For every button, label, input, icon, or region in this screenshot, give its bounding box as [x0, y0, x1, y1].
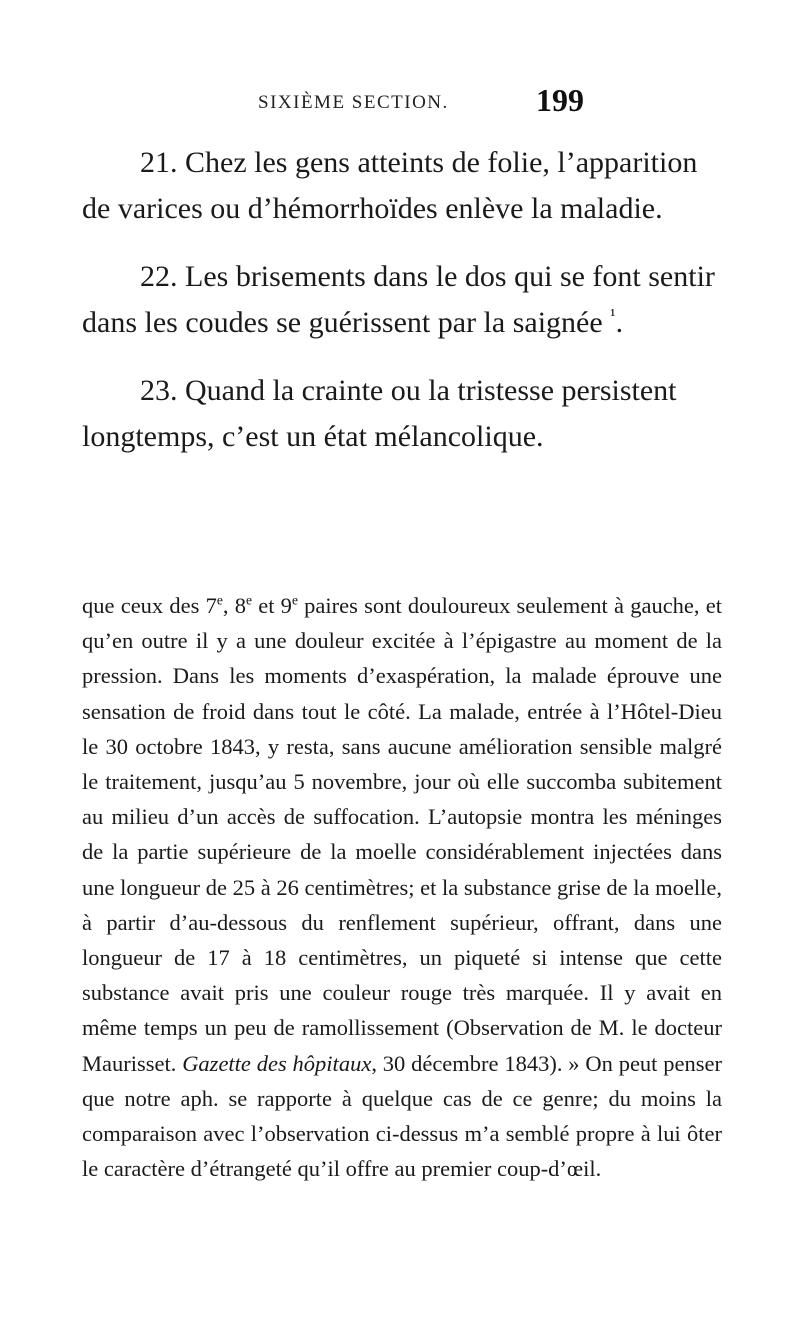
page-number: 199	[536, 82, 584, 118]
aphorism-text: Chez les gens atteints de folie, l’apparition de varices ou d’hémorrhoïdes enlève la maladie.	[82, 146, 698, 225]
footnote-part: , 8	[222, 593, 246, 618]
footnote-marker: ¹	[610, 305, 616, 325]
ordinal-sup: e	[291, 592, 298, 608]
ordinal-sup: e	[246, 592, 252, 608]
aphorism-number: 23.	[140, 374, 178, 407]
aphorism-list	[82, 140, 718, 482]
running-head	[0, 84, 800, 120]
aphorism-end: .	[615, 306, 624, 339]
aphorism-text: Quand la crainte ou la tristesse persistent longtemps, c’est un état mélancolique.	[82, 374, 677, 453]
aphorism-number: 21.	[140, 146, 178, 179]
footnote-part: que ceux des 7	[82, 593, 217, 618]
aphorism-23	[82, 368, 718, 460]
journal-title: Gazette des hôpitaux	[182, 1050, 372, 1076]
footnote-part: et 9	[252, 593, 292, 618]
footnote-part: , 30 décembre 1843). » On peut penser que notre aph. se rapporte à quelque cas de ce genre; du moins la comparaison avec l’observation ci-dessus m’a semblé propre à lui ôter le caractère d’étrangeté qu’il offre au premier coup-d’œil.	[82, 1050, 722, 1182]
aphorism-21	[82, 140, 718, 232]
aphorism-number: 22.	[140, 260, 178, 293]
aphorism-text: Les brisements dans le dos qui se font sentir dans les coudes se guérissent par la saignée	[82, 260, 715, 339]
footnote-text	[82, 588, 722, 1186]
footnote-part: paires sont douloureux seulement à gauche, et qu’en outre il y a une douleur excitée à l’épigastre au moment de la pression. Dans les moments d’exaspération, la malade éprouve une sensation de froid dans tout le côté. La malade, entrée à l’Hôtel-Dieu le 30 octobre 1843, y resta, sans aucune amélioration sensible malgré le traitement, jusqu’au 5 novembre, jour où elle succomba subitement au milieu d’un accès de suffocation. L’autopsie montra les méninges de la partie supérieure de la moelle considérablement injectées dans une longueur de 25 à 26 centimètres; et la substance grise de la moelle, à partir d’au-dessous du renflement supérieur, offrant, dans une longueur de 17 à 18 centimètres, un piqueté si intense que cette substance avait pris une couleur rouge très marquée. Il y avait en même temps un peu de ramollissement (Observation de M. le docteur Maurisset.	[82, 593, 723, 1076]
aphorism-22	[82, 254, 718, 346]
ordinal-sup: e	[216, 592, 223, 608]
running-title: SIXIÈME SECTION.	[258, 92, 449, 113]
